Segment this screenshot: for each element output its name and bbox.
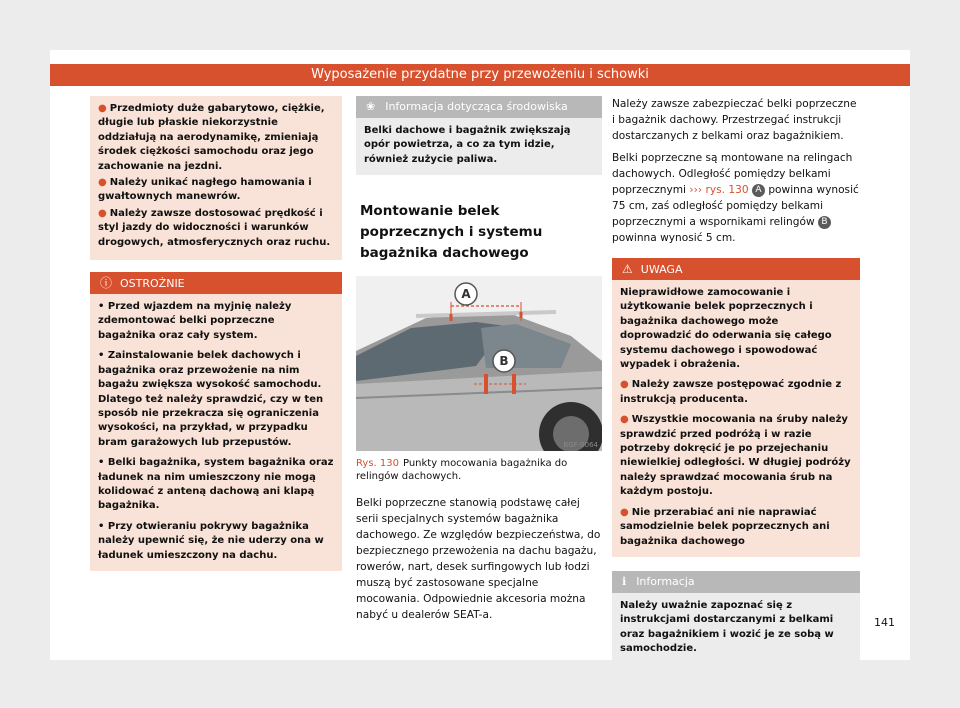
- marker-a: A: [752, 184, 765, 197]
- middle-column: [356, 96, 602, 623]
- info-header: [612, 571, 860, 593]
- page-header: [50, 64, 910, 86]
- notice-item: ● Należy unikać nagłego hamowania i gwałtownych manewrów.: [98, 177, 312, 203]
- figure-code: BGF-0064: [563, 441, 598, 450]
- page-title: Wyposażenie przydatne przy przewożeniu i schowki: [311, 67, 649, 82]
- warning-triangle-icon: ⚠: [622, 262, 633, 276]
- notice-item: ● Przedmioty duże gabarytowo, ciężkie, długie lub płaskie niekorzystnie oddziałują na aerodynamikę, zmieniają środek ciężkości samochodu oraz jego zachowanie na jezdni.: [98, 103, 325, 172]
- caution-item: • Przed wjazdem na myjnię należy zdemontować belki poprzeczne bagażnika oraz cały system.: [98, 301, 292, 341]
- callout-a: A: [461, 287, 471, 302]
- roof-rack-figure: [356, 276, 602, 451]
- figure-number: Rys. 130: [356, 458, 399, 470]
- info-title: Informacja: [636, 574, 695, 588]
- left-column: [90, 96, 342, 571]
- warning-box: [612, 258, 860, 557]
- cross-reference-arrows: ›››: [689, 184, 703, 196]
- warning-header: [612, 258, 860, 280]
- environment-text: Belki dachowe i bagażnik zwiększają opór powietrza, a co za tym idzie, również zużycie paliwa.: [356, 118, 602, 175]
- caution-item: • Przy otwieraniu pokrywy bagażnika należy upewnić się, że nie uderzy ona w ładunek umieszczony na dachu.: [98, 520, 324, 561]
- body-paragraph: Należy zawsze zabezpieczać belki poprzeczne i bagażnik dachowy. Przestrzegać instrukcji dostarczanych z belkami oraz bagażnikiem.: [612, 98, 857, 142]
- environment-title: Informacja dotycząca środowiska: [385, 100, 568, 113]
- info-circle-icon: ⓘ: [100, 276, 113, 291]
- info-text: Należy uważnie zapoznać się z instrukcjami dostarczanymi z belkami oraz bagażnikiem i wozić je ze sobą w samochodzie.: [612, 593, 860, 665]
- environment-info-box: [356, 96, 602, 175]
- body-paragraph: Belki poprzeczne są montowane na relingach dachowych. Odległość pomiędzy belkami poprzecznymi ››› rys. 130 A powinna wynosić 75 cm, zaś odległość pomiędzy belkami poprzecznymi a wspornikami relingów B powinna wynosić 5 cm.: [612, 152, 859, 244]
- callout-b: B: [499, 354, 509, 369]
- warning-item: ● Nie przerabiać ani nie naprawiać samodzielnie belek poprzecznych ani bagażnika dachowego: [620, 506, 830, 547]
- notice-box: [90, 96, 342, 260]
- leaf-icon: ❀: [366, 100, 376, 113]
- warning-title: UWAGA: [640, 263, 683, 276]
- page-number: 141: [874, 616, 895, 629]
- notice-item: ● Należy zawsze dostosować prędkość i styl jazdy do widoczności i warunków drogowych, atmosferycznych oraz ruchu.: [98, 207, 331, 248]
- right-column: [612, 96, 860, 665]
- info-square-icon: ℹ: [622, 574, 627, 588]
- figure-caption: [356, 457, 602, 483]
- caution-header: [90, 272, 342, 294]
- warning-intro: Nieprawidłowe zamocowanie i użytkowanie belek poprzecznych i bagażnika dachowego może doprowadzić do oderwania się całego systemu dachowego i spowodować wypadek i obrażenia.: [620, 287, 832, 371]
- caution-item: • Zainstalowanie belek dachowych i bagażnika oraz przewożenie na nim bagażu zwiększa wysokość samochodu. Dlatego też należy sprawdzić, czy w ten sposób nie przekracza się ograniczenia wysokości, na przykład, w przypadku bram garażowych lub przepustów.: [98, 350, 324, 448]
- info-box: [612, 571, 860, 665]
- section-heading: Montowanie belek poprzecznych i systemu bagażnika dachowego: [360, 203, 543, 262]
- caution-item: • Belki bagażnika, system bagażnika oraz ładunek na nim umieszczony nie mogą kolidować z anteną dachową ani klapą bagażnika.: [98, 457, 334, 512]
- body-paragraph: Belki poprzeczne stanowią podstawę całej serii specjalnych systemów bagażnika dachowego. Ze względów bezpieczeństwa, do bezpiecznego przewożenia na dachu bagażu, rowerów, nart, desek surfingowych lub łodzi muszą być zastosowane specjalne mocowania. Odpowiednie akcesoria można nabyć u dealerów SEAT-a.: [356, 497, 601, 622]
- warning-item: ● Należy zawsze postępować zgodnie z instrukcją producenta.: [620, 379, 842, 405]
- figure-reference-link[interactable]: rys. 130: [705, 184, 749, 196]
- figure-caption-text: Punkty mocowania bagażnika do relingów dachowych.: [356, 458, 568, 483]
- environment-header: [356, 96, 602, 118]
- warning-item: ● Wszystkie mocowania na śruby należy sprawdzić przed podróżą i w razie potrzeby dokręcić je po przejechaniu niewielkiej odległości. W długiej podróży należy sprawdzać mocowania śrub na każdym postoju.: [620, 414, 851, 498]
- caution-body: [90, 294, 342, 571]
- marker-b: B: [818, 216, 831, 229]
- caution-title: OSTROŻNIE: [120, 277, 185, 291]
- warning-body: [612, 280, 860, 557]
- car-roof-illustration: [356, 276, 602, 451]
- caution-box: [90, 272, 342, 571]
